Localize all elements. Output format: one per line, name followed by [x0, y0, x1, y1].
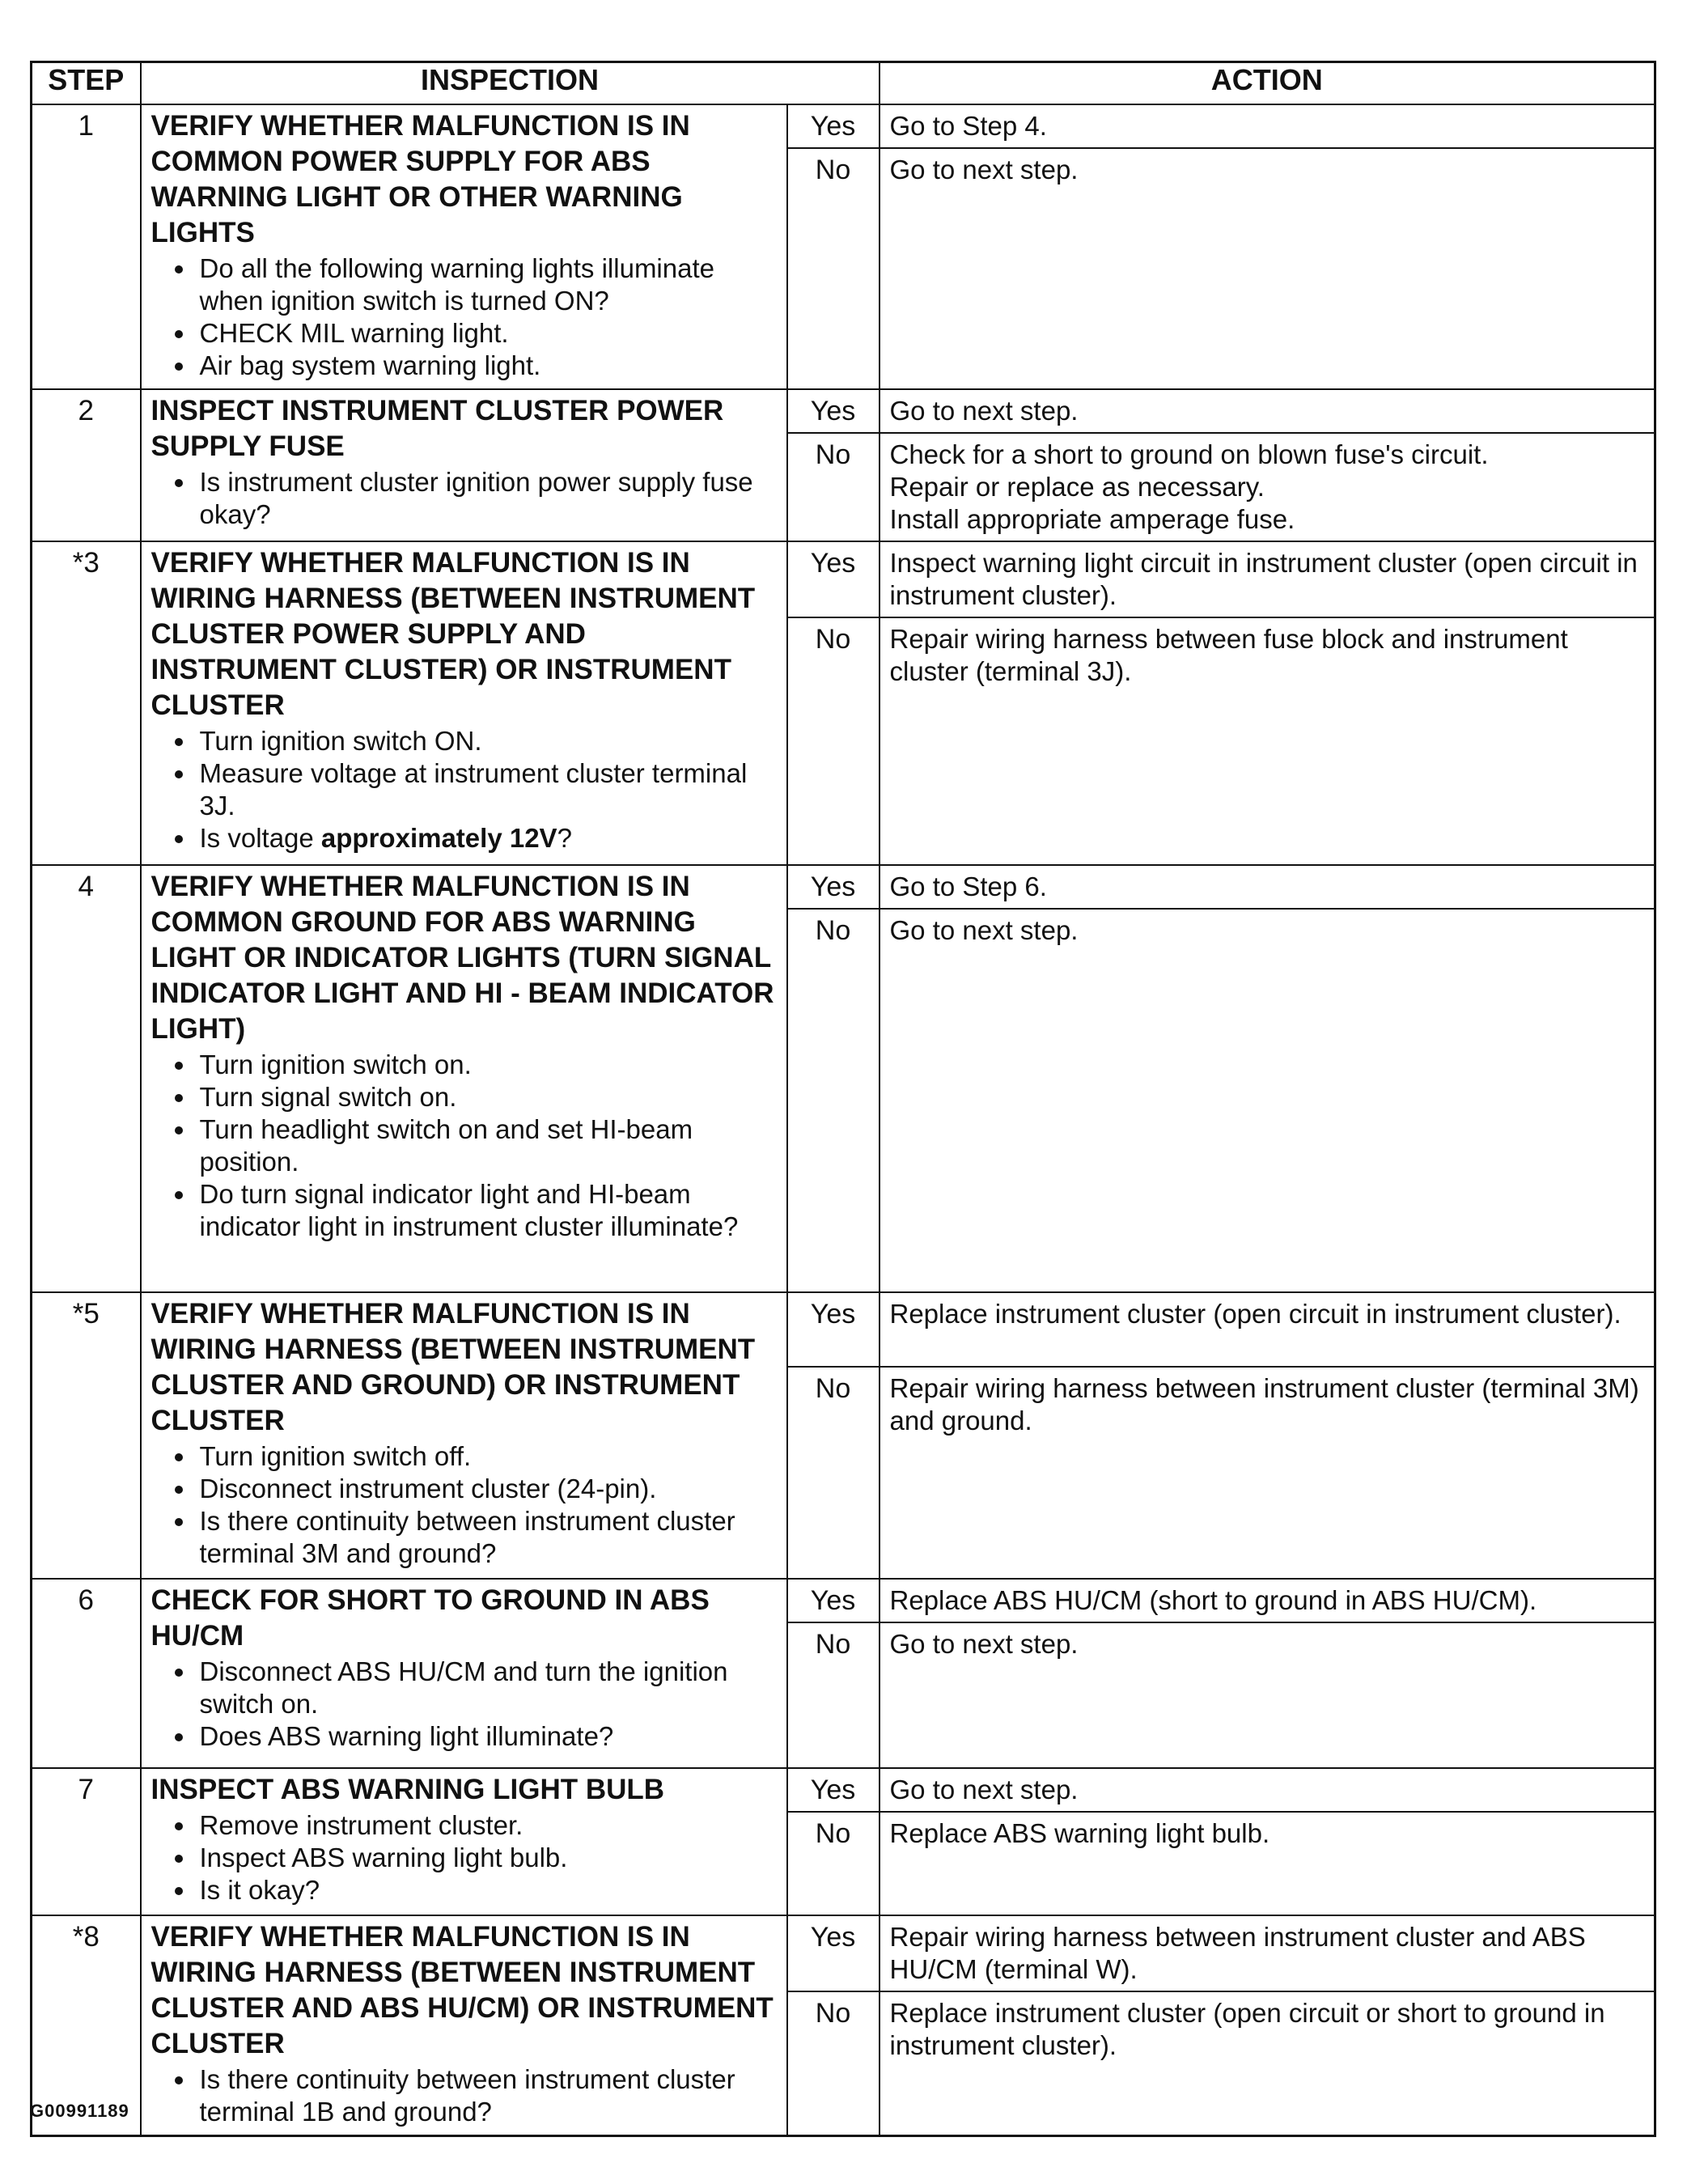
step-number: 1 [32, 104, 141, 389]
inspection-title: VERIFY WHETHER MALFUNCTION IS IN WIRING HARNESS (BETWEEN INSTRUMENT CLUSTER AND ABS HU/CM) OR INSTRUMENT CLUSTER [150, 1921, 774, 2059]
table-row [32, 104, 1655, 148]
inspection-checklist [151, 1809, 778, 1906]
checklist-item: • Is it okay? [197, 1874, 778, 1906]
inspection-cell [141, 1579, 787, 1768]
yes-action: Go to Step 4. [880, 104, 1655, 148]
answer-no: No [787, 1812, 880, 1915]
action-column-header: ACTION [880, 62, 1655, 105]
inspection-title: CHECK FOR SHORT TO GROUND IN ABS HU/CM [150, 1584, 710, 1652]
inspection-checklist [151, 466, 778, 531]
step-number: *5 [32, 1292, 141, 1579]
diagnostic-table [30, 61, 1656, 2137]
table-row [32, 1915, 1655, 1991]
checklist-item: • Is instrument cluster ignition power supply fuse okay? [197, 466, 778, 531]
table-row [32, 389, 1655, 433]
answer-yes: Yes [787, 389, 880, 433]
answer-yes: Yes [787, 104, 880, 148]
checklist-item-text: Is voltage [199, 823, 321, 853]
yes-action: Inspect warning light circuit in instrument cluster (open circuit in instrument cluster). [880, 541, 1655, 617]
inspection-checklist [151, 2063, 778, 2128]
answer-no: No [787, 1622, 880, 1768]
checklist-item: • Does ABS warning light illuminate? [197, 1720, 778, 1753]
inspection-checklist [151, 725, 778, 855]
answer-no: No [787, 1991, 880, 2135]
step-number: 4 [32, 865, 141, 1292]
checklist-item [197, 822, 778, 855]
answer-yes: Yes [787, 1579, 880, 1622]
inspection-cell [141, 1915, 787, 2136]
yes-action: Go to next step. [880, 389, 1655, 433]
checklist-item: • Turn signal switch on. [197, 1081, 778, 1113]
yes-action: Go to Step 6. [880, 865, 1655, 909]
table-row [32, 865, 1655, 909]
checklist-item: • Do turn signal indicator light and HI-beam indicator light in instrument cluster illuminate? [197, 1178, 778, 1243]
no-action: Repair wiring harness between instrument cluster (terminal 3M) and ground. [880, 1367, 1655, 1579]
no-action: Replace instrument cluster (open circuit or short to ground in instrument cluster). [880, 1991, 1655, 2135]
checklist-item-spec-value: approximately 12V [320, 823, 557, 853]
no-action: Go to next step. [880, 148, 1655, 389]
checklist-item: • Disconnect ABS HU/CM and turn the ignition switch on. [197, 1656, 778, 1720]
inspection-cell [141, 865, 787, 1292]
inspection-title: VERIFY WHETHER MALFUNCTION IS IN COMMON POWER SUPPLY FOR ABS WARNING LIGHT OR OTHER WARNING LIGHTS [150, 110, 690, 248]
inspection-checklist [151, 1049, 778, 1243]
checklist-item: • Is there continuity between instrument cluster terminal 1B and ground? [197, 2063, 778, 2128]
inspection-cell [141, 1292, 787, 1579]
answer-no: No [787, 617, 880, 865]
step-number: *8 [32, 1915, 141, 2136]
table-row [32, 1768, 1655, 1812]
checklist-item: • Measure voltage at instrument cluster terminal 3J. [197, 757, 778, 822]
answer-no: No [787, 148, 880, 389]
inspection-checklist [151, 1656, 778, 1753]
step-column-header: STEP [32, 62, 141, 105]
answer-no: No [787, 433, 880, 541]
step-number: *3 [32, 541, 141, 865]
answer-no: No [787, 1367, 880, 1579]
answer-yes: Yes [787, 1292, 880, 1367]
no-action: Repair wiring harness between fuse block and instrument cluster (terminal 3J). [880, 617, 1655, 865]
inspection-title: VERIFY WHETHER MALFUNCTION IS IN COMMON GROUND FOR ABS WARNING LIGHT OR INDICATOR LIGHTS (TURN SIGNAL INDICATOR LIGHT AND HI - BEAM INDICATOR LIGHT) [150, 871, 774, 1045]
inspection-column-header: INSPECTION [141, 62, 880, 105]
step-number: 7 [32, 1768, 141, 1915]
table-row [32, 1292, 1655, 1367]
checklist-item: • Do all the following warning lights illuminate when ignition switch is turned ON? [197, 252, 778, 317]
inspection-cell [141, 104, 787, 389]
checklist-item: • Turn ignition switch on. [197, 1049, 778, 1081]
answer-yes: Yes [787, 1915, 880, 1991]
no-action: Go to next step. [880, 909, 1655, 1292]
no-action: Check for a short to ground on blown fuse's circuit. Repair or replace as necessary. Install appropriate amperage fuse. [880, 433, 1655, 541]
inspection-title: INSPECT ABS WARNING LIGHT BULB [150, 1774, 665, 1805]
yes-action: Repair wiring harness between instrument cluster and ABS HU/CM (terminal W). [880, 1915, 1655, 1991]
diagnostic-procedure-sheet [30, 61, 1654, 2137]
inspection-cell [141, 1768, 787, 1915]
answer-yes: Yes [787, 1768, 880, 1812]
checklist-item: • Remove instrument cluster. [197, 1809, 778, 1842]
step-number: 2 [32, 389, 141, 541]
yes-action: Replace instrument cluster (open circuit in instrument cluster). [880, 1292, 1655, 1367]
table-header-row [32, 62, 1655, 105]
inspection-title: VERIFY WHETHER MALFUNCTION IS IN WIRING HARNESS (BETWEEN INSTRUMENT CLUSTER POWER SUPPLY AND INSTRUMENT CLUSTER) OR INSTRUMENT CLUSTER [150, 547, 756, 721]
checklist-item: • Inspect ABS warning light bulb. [197, 1842, 778, 1874]
checklist-item: • Is there continuity between instrument cluster terminal 3M and ground? [197, 1505, 778, 1570]
no-action: Go to next step. [880, 1622, 1655, 1768]
checklist-item: • Air bag system warning light. [197, 350, 778, 382]
checklist-item: • Turn headlight switch on and set HI-beam position. [197, 1113, 778, 1178]
step-number: 6 [32, 1579, 141, 1768]
yes-action: Replace ABS HU/CM (short to ground in ABS HU/CM). [880, 1579, 1655, 1622]
yes-action: Go to next step. [880, 1768, 1655, 1812]
inspection-checklist [151, 252, 778, 382]
answer-no: No [787, 909, 880, 1292]
checklist-item-text: ? [557, 823, 572, 853]
answer-yes: Yes [787, 865, 880, 909]
inspection-title: VERIFY WHETHER MALFUNCTION IS IN WIRING HARNESS (BETWEEN INSTRUMENT CLUSTER AND GROUND) OR INSTRUMENT CLUSTER [150, 1298, 756, 1436]
inspection-cell [141, 541, 787, 865]
no-action: Replace ABS warning light bulb. [880, 1812, 1655, 1915]
checklist-item: • Turn ignition switch ON. [197, 725, 778, 757]
table-row [32, 1579, 1655, 1622]
checklist-item: • Turn ignition switch off. [197, 1440, 778, 1473]
table-row [32, 541, 1655, 617]
answer-yes: Yes [787, 541, 880, 617]
inspection-cell [141, 389, 787, 541]
checklist-item: • CHECK MIL warning light. [197, 317, 778, 350]
inspection-checklist [151, 1440, 778, 1570]
inspection-title: INSPECT INSTRUMENT CLUSTER POWER SUPPLY FUSE [150, 395, 724, 462]
checklist-item: • Disconnect instrument cluster (24-pin). [197, 1473, 778, 1505]
figure-code: G00991189 [30, 2101, 129, 2121]
